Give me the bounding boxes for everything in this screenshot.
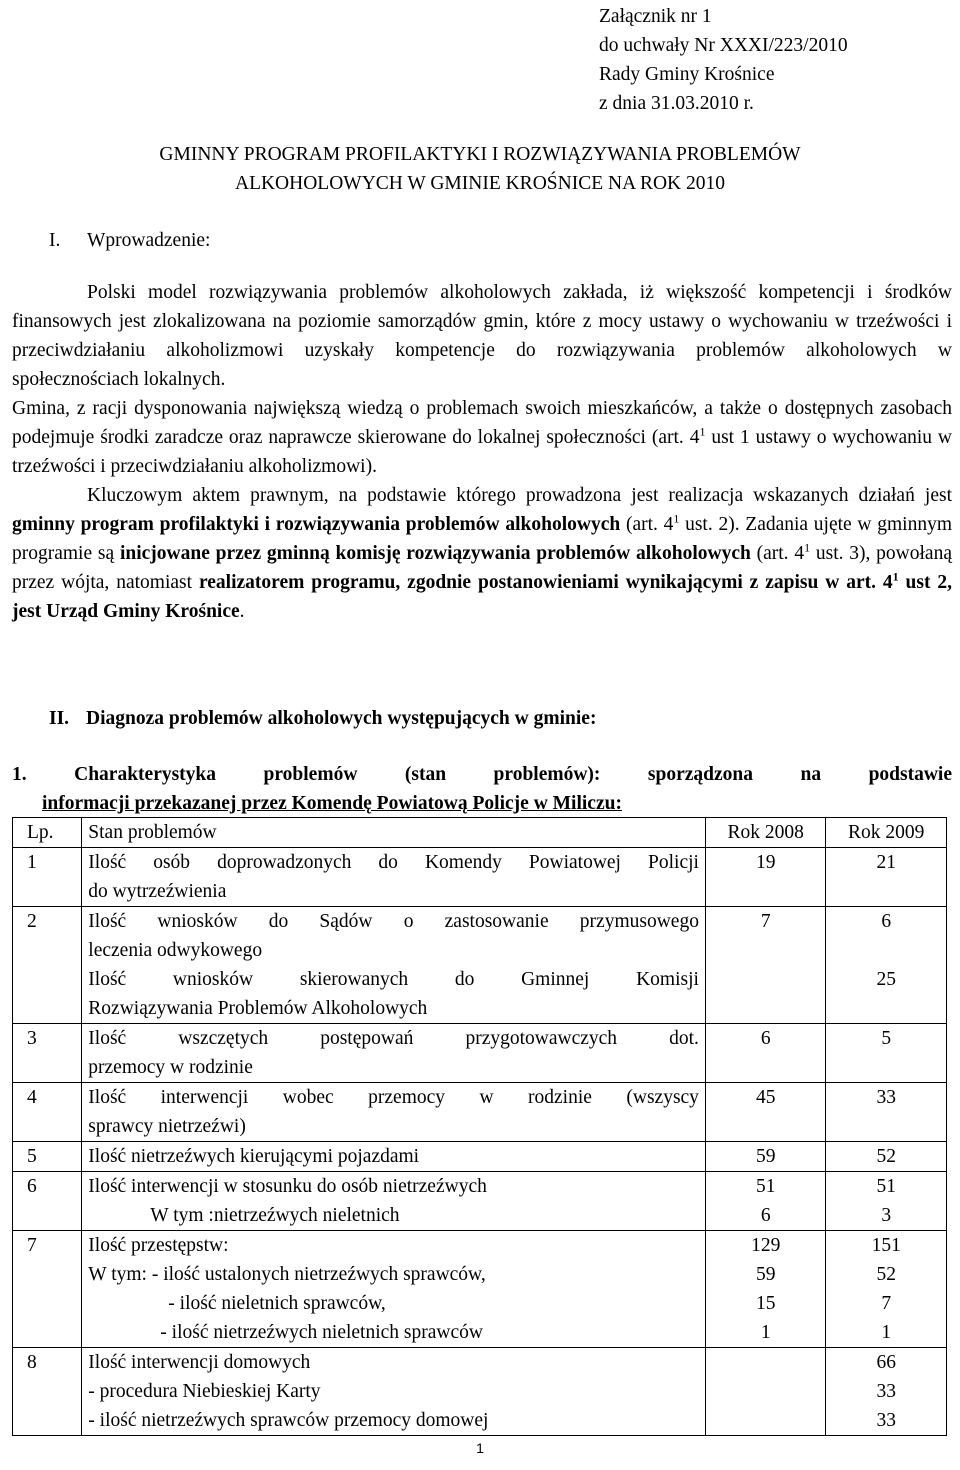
intro-paragraph: Polski model rozwiązywania problemów alkoholowych zakłada, iż większość kompetencji i środków finansowych jest zlokalizowana na poziomie samorządów gmin, które z mocy ustawy o wychowaniu w trzeźwości i przeciwdziałaniu alkoholizmowi uzyskały kompetencje do rozwiązywania problemów alkoholowych w społecznościach lokalnych. xyxy=(12,282,952,390)
value-line: 151 xyxy=(871,1235,901,1256)
description-line: przemocy w rodzinie xyxy=(88,1057,253,1078)
description-line: - procedura Niebieskiej Karty xyxy=(88,1381,321,1402)
table-row xyxy=(13,1083,947,1142)
value-2009 xyxy=(826,1231,947,1348)
row-number: 2 xyxy=(13,907,82,1024)
table-row xyxy=(13,1172,947,1231)
value-2008 xyxy=(705,1348,826,1436)
annex-header xyxy=(599,2,848,118)
annex-line: Załącznik nr 1 xyxy=(599,6,712,27)
value-line: 3 xyxy=(881,1205,892,1226)
description-line: Ilość przestępstw: xyxy=(88,1235,229,1256)
statistics-table xyxy=(12,817,947,1436)
value-line: 33 xyxy=(876,1410,896,1431)
value-line: 52 xyxy=(876,1146,896,1167)
table-header-row xyxy=(13,818,947,848)
table-row xyxy=(13,907,947,1024)
value-line: 21 xyxy=(876,852,896,873)
section-heading-diagnosis xyxy=(49,704,596,733)
section-label: Wprowadzenie: xyxy=(87,230,211,251)
description-line: Ilość wniosków do Sądów o zastosowanie przymusowego xyxy=(88,911,699,932)
value-line: 52 xyxy=(876,1264,896,1285)
value-line: 6 xyxy=(881,911,892,932)
intro-text xyxy=(12,278,952,626)
value-line: 5 xyxy=(881,1028,892,1049)
section-number: I. xyxy=(49,230,61,251)
document-title xyxy=(0,140,960,198)
value-line: 129 xyxy=(751,1235,781,1256)
value-line: 45 xyxy=(755,1087,776,1108)
value-2008 xyxy=(705,1024,826,1083)
row-number: 4 xyxy=(13,1083,82,1142)
row-description xyxy=(82,1172,706,1231)
description-line: do wytrzeźwienia xyxy=(88,881,227,902)
value-line xyxy=(712,936,820,965)
value-line: 7 xyxy=(760,911,771,932)
value-line: 51 xyxy=(755,1176,776,1197)
value-line: 33 xyxy=(876,1087,896,1108)
value-line xyxy=(832,994,940,1023)
header-lp: Lp. xyxy=(13,818,82,848)
value-2009 xyxy=(826,1024,947,1083)
value-line: 1 xyxy=(760,1322,771,1343)
value-2008 xyxy=(705,1083,826,1142)
page-number: 1 xyxy=(476,1440,484,1456)
value-line: 66 xyxy=(876,1352,896,1373)
value-line xyxy=(832,936,940,965)
annex-line: z dnia 31.03.2010 r. xyxy=(599,93,754,114)
table-row xyxy=(13,848,947,907)
description-line: Rozwiązywania Problemów Alkoholowych xyxy=(88,998,428,1019)
description-line: Ilość osób doprowadzonych do Komendy Powiatowej Policji xyxy=(88,852,699,873)
value-line: 7 xyxy=(881,1293,892,1314)
intro-paragraph: Gmina, z racji dysponowania największą wiedzą o problemach swoich mieszkańców, a także o dostępnych zasobach podejmuje środki zaradcze oraz naprawcze skierowane do lokalnej społeczności (art. $4^1$ ust 1 ustawy o wychowaniu w trzeźwości i przeciwdziałaniu alkoholizmowi). xyxy=(12,398,952,477)
description-line: - ilość nieletnich sprawców, xyxy=(168,1293,386,1314)
title-line: ALKOHOLOWYCH W GMINIE KROŚNICE NA ROK 2010 xyxy=(234,173,725,194)
value-line: 15 xyxy=(755,1293,776,1314)
row-description xyxy=(82,1142,706,1172)
value-line: 6 xyxy=(760,1205,771,1226)
value-line xyxy=(712,1377,820,1406)
row-number: 8 xyxy=(13,1348,82,1436)
value-2009 xyxy=(826,848,947,907)
intro-paragraph: Kluczowym aktem prawnym, na podstawie którego prowadzona jest realizacja wskazanych działań jest gminny program profilaktyki i rozwiązywania problemów alkoholowych (art. $4^1$ ust. 2). Zadania ujęte w gminnym programie są inicjowane przez gminną komisję rozwiązywania problemów alkoholowych (art. $4^1$ ust. 3), powołaną przez wójta, natomiast realizatorem programu, zgodnie postanowieniami wynikającymi z zapisu w art. $4^1$ ust 2, jest Urząd Gminy Krośnice. xyxy=(12,485,953,622)
value-2009 xyxy=(826,1348,947,1436)
value-2009 xyxy=(826,1172,947,1231)
value-2009 xyxy=(826,907,947,1024)
description-line: leczenia odwykowego xyxy=(88,940,263,961)
value-line: 25 xyxy=(876,969,896,990)
value-line: 19 xyxy=(755,852,776,873)
characteristics-line: 1. Charakterystyka problemów (stan problemów): sporządzona na podstawie xyxy=(12,764,952,785)
row-description xyxy=(82,848,706,907)
description-line: Ilość wniosków skierowanych do Gminnej Komisji xyxy=(88,969,699,990)
row-number: 7 xyxy=(13,1231,82,1348)
section-label: Diagnoza problemów alkoholowych występujących w gminie: xyxy=(86,708,597,729)
row-description xyxy=(82,1348,706,1436)
value-line: 1 xyxy=(881,1322,892,1343)
description-line: Ilość interwencji w stosunku do osób nietrzeźwych xyxy=(88,1176,487,1197)
value-2008 xyxy=(705,907,826,1024)
characteristics-heading xyxy=(12,760,952,818)
description-line: Ilość interwencji domowych xyxy=(88,1352,311,1373)
title-line: GMINNY PROGRAM PROFILAKTYKI I ROZWIĄZYWANIA PROBLEMÓW xyxy=(159,144,801,165)
value-2009 xyxy=(826,1142,947,1172)
value-2008 xyxy=(705,1231,826,1348)
table-row xyxy=(13,1231,947,1348)
description-line: Ilość wszczętych postępowań przygotowawczych dot. xyxy=(88,1028,699,1049)
row-number: 3 xyxy=(13,1024,82,1083)
value-line: 59 xyxy=(755,1264,776,1285)
value-line xyxy=(712,965,820,994)
value-line: 51 xyxy=(876,1176,896,1197)
value-line: 6 xyxy=(760,1028,771,1049)
row-number: 5 xyxy=(13,1142,82,1172)
annex-line: Rady Gminy Krośnice xyxy=(599,64,775,85)
section-number: II. xyxy=(49,708,70,729)
row-description xyxy=(82,907,706,1024)
table-row xyxy=(13,1348,947,1436)
description-line: Ilość nietrzeźwych kierującymi pojazdami xyxy=(88,1146,420,1167)
value-2008 xyxy=(705,1142,826,1172)
value-2008 xyxy=(705,848,826,907)
row-number: 1 xyxy=(13,848,82,907)
annex-line: do uchwały Nr XXXI/223/2010 xyxy=(599,35,848,56)
header-2009: Rok 2009 xyxy=(826,818,947,848)
characteristics-line: informacji przekazanej przez Komendę Powiatową Policje w Miliczu: xyxy=(42,793,622,814)
description-line: sprawcy nietrzeźwi) xyxy=(88,1116,246,1137)
row-description xyxy=(82,1231,706,1348)
value-line xyxy=(712,1348,820,1377)
description-line: - ilość nietrzeźwych sprawców przemocy domowej xyxy=(88,1410,489,1431)
table-row xyxy=(13,1024,947,1083)
row-description xyxy=(82,1024,706,1083)
description-line: W tym: - ilość ustalonych nietrzeźwych sprawców, xyxy=(88,1264,486,1285)
value-line xyxy=(712,994,820,1023)
table-row xyxy=(13,1142,947,1172)
header-description: Stan problemów xyxy=(82,818,706,848)
value-line: 59 xyxy=(755,1146,776,1167)
value-line: 33 xyxy=(876,1381,896,1402)
value-2009 xyxy=(826,1083,947,1142)
value-2008 xyxy=(705,1172,826,1231)
description-line: W tym :nietrzeźwych nieletnich xyxy=(150,1205,400,1226)
row-description xyxy=(82,1083,706,1142)
value-line xyxy=(712,1406,820,1435)
description-line: Ilość interwencji wobec przemocy w rodzinie (wszyscy xyxy=(88,1087,699,1108)
description-line: - ilość nietrzeźwych nieletnich sprawców xyxy=(160,1322,483,1343)
header-2008: Rok 2008 xyxy=(705,818,826,848)
section-heading-intro xyxy=(49,226,210,255)
row-number: 6 xyxy=(13,1172,82,1231)
